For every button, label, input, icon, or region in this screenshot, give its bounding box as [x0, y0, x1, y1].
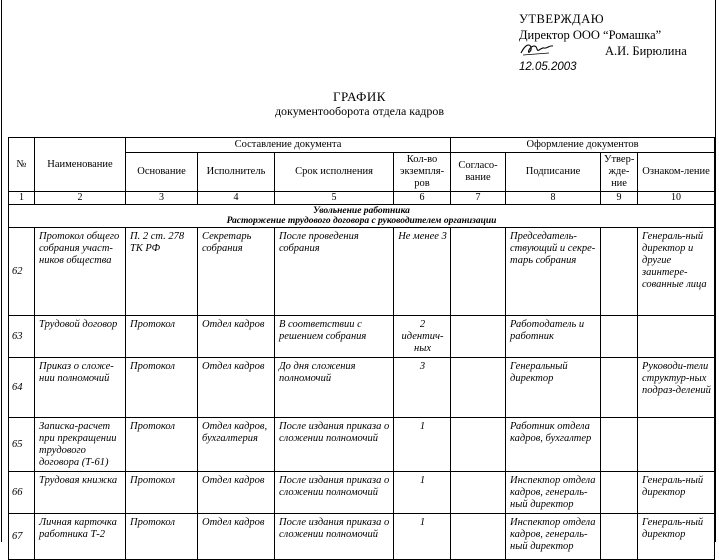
row-agree	[451, 514, 506, 560]
row-acquaint: Генераль-ный директор	[638, 514, 715, 560]
column-number: 8	[506, 192, 601, 205]
approval-signatory: А.И. Бирюлина	[605, 44, 687, 58]
column-number: 3	[126, 192, 198, 205]
column-number: 1	[9, 192, 35, 205]
section-heading	[9, 205, 715, 228]
row-executor: Отдел кадров	[198, 514, 275, 560]
row-approve	[601, 472, 638, 514]
row-num: 62	[9, 228, 35, 316]
header-executor: Исполнитель	[198, 153, 275, 192]
row-num: 66	[9, 472, 35, 514]
row-acquaint	[638, 316, 715, 358]
header-basis: Основание	[126, 153, 198, 192]
row-approve	[601, 358, 638, 418]
approval-position: Директор ООО “Ромашка”	[519, 28, 662, 42]
row-num: 67	[9, 514, 35, 560]
row-executor: Секретарь собрания	[198, 228, 275, 316]
row-copies: Не менее 3	[394, 228, 451, 316]
row-copies: 1	[394, 472, 451, 514]
row-basis: П. 2 ст. 278 ТК РФ	[126, 228, 198, 316]
header-deadline: Срок исполнения	[275, 153, 394, 192]
row-num: 63	[9, 316, 35, 358]
row-deadline: После издания приказа о сложении полномочий	[275, 472, 394, 514]
document-title: ГРАФИК	[333, 89, 386, 104]
row-executor: Отдел кадров	[198, 316, 275, 358]
row-executor: Отдел кадров, бухгалтерия	[198, 418, 275, 472]
table-row	[9, 358, 715, 418]
row-acquaint	[638, 418, 715, 472]
row-name: Протокол общего собрания участ-ников общества	[35, 228, 126, 316]
handwritten-signature	[519, 41, 557, 59]
row-agree	[451, 316, 506, 358]
row-copies: 1	[394, 514, 451, 560]
row-name: Приказ о сложе-нии полномочий	[35, 358, 126, 418]
row-sign: Работодатель и работник	[506, 316, 601, 358]
row-approve	[601, 228, 638, 316]
schedule-table	[8, 137, 715, 560]
header-copies: Кол-во экземпля-ров	[394, 153, 451, 192]
row-copies: 2 идентич-ных	[394, 316, 451, 358]
row-deadline: В соответствии с решением собрания	[275, 316, 394, 358]
row-num: 64	[9, 358, 35, 418]
column-number: 5	[275, 192, 394, 205]
row-sign: Инспектор отдела кадров, генераль-ный директор	[506, 514, 601, 560]
row-copies: 3	[394, 358, 451, 418]
row-basis: Протокол	[126, 358, 198, 418]
header-num: №	[9, 138, 35, 192]
row-executor: Отдел кадров	[198, 472, 275, 514]
row-acquaint: Генераль-ный директор и другие заинтере-сованные лица	[638, 228, 715, 316]
row-acquaint: Генераль-ный директор	[638, 472, 715, 514]
row-agree	[451, 228, 506, 316]
row-deadline: После проведения собрания	[275, 228, 394, 316]
row-deadline: После издания приказа о сложении полномочий	[275, 418, 394, 472]
column-number: 4	[198, 192, 275, 205]
header-acquaint: Ознаком-ление	[638, 153, 715, 192]
approval-label: УТВЕРЖДАЮ	[519, 12, 605, 26]
row-agree	[451, 358, 506, 418]
row-name: Трудовая книжка	[35, 472, 126, 514]
document-subtitle: документооборота отдела кадров	[274, 104, 445, 118]
approval-block	[519, 11, 687, 75]
row-num: 65	[9, 418, 35, 472]
signature-row	[519, 43, 687, 59]
table-row	[9, 472, 715, 514]
row-approve	[601, 418, 638, 472]
approval-date: 12.05.2003	[519, 61, 577, 73]
header-name: Наименование	[35, 138, 126, 192]
row-copies: 1	[394, 418, 451, 472]
row-sign: Работник отдела кадров, бухгалтер	[506, 418, 601, 472]
section-heading-line1: Увольнение работника	[313, 206, 410, 216]
row-basis: Протокол	[126, 514, 198, 560]
table-row	[9, 316, 715, 358]
page-border-right	[715, 0, 716, 542]
row-name: Трудовой договор	[35, 316, 126, 358]
table-row	[9, 418, 715, 472]
row-acquaint: Руководи-тели структур-ных подраз-делений	[638, 358, 715, 418]
row-name: Личная карточка работника Т-2	[35, 514, 126, 560]
row-approve	[601, 316, 638, 358]
table-row	[9, 514, 715, 560]
header-agree: Согласо-вание	[451, 153, 506, 192]
row-deadline: После издания приказа о сложении полномочий	[275, 514, 394, 560]
row-executor: Отдел кадров	[198, 358, 275, 418]
row-sign: Председатель-ствующий и секре-тарь собрания	[506, 228, 601, 316]
row-agree	[451, 418, 506, 472]
header-group-compose: Составление документа	[126, 138, 451, 153]
row-name: Записка-расчет при прекращении трудового договора (Т-61)	[35, 418, 126, 472]
row-approve	[601, 514, 638, 560]
column-number: 10	[638, 192, 715, 205]
column-number: 9	[601, 192, 638, 205]
header-approve: Утвер-жде-ние	[601, 153, 638, 192]
header-sign: Подписание	[506, 153, 601, 192]
column-number: 7	[451, 192, 506, 205]
row-sign: Инспектор отдела кадров, генераль-ный директор	[506, 472, 601, 514]
table-row	[9, 228, 715, 316]
row-agree	[451, 472, 506, 514]
row-basis: Протокол	[126, 472, 198, 514]
row-basis: Протокол	[126, 316, 198, 358]
row-basis: Протокол	[126, 418, 198, 472]
column-number: 2	[35, 192, 126, 205]
section-heading-line2: Расторжение трудового договора с руководителем организации	[226, 216, 497, 226]
row-sign: Генеральный директор	[506, 358, 601, 418]
page-border-left	[1, 0, 2, 542]
column-number: 6	[394, 192, 451, 205]
header-group-format: Оформление документов	[451, 138, 715, 153]
row-deadline: До дня сложения полномочий	[275, 358, 394, 418]
